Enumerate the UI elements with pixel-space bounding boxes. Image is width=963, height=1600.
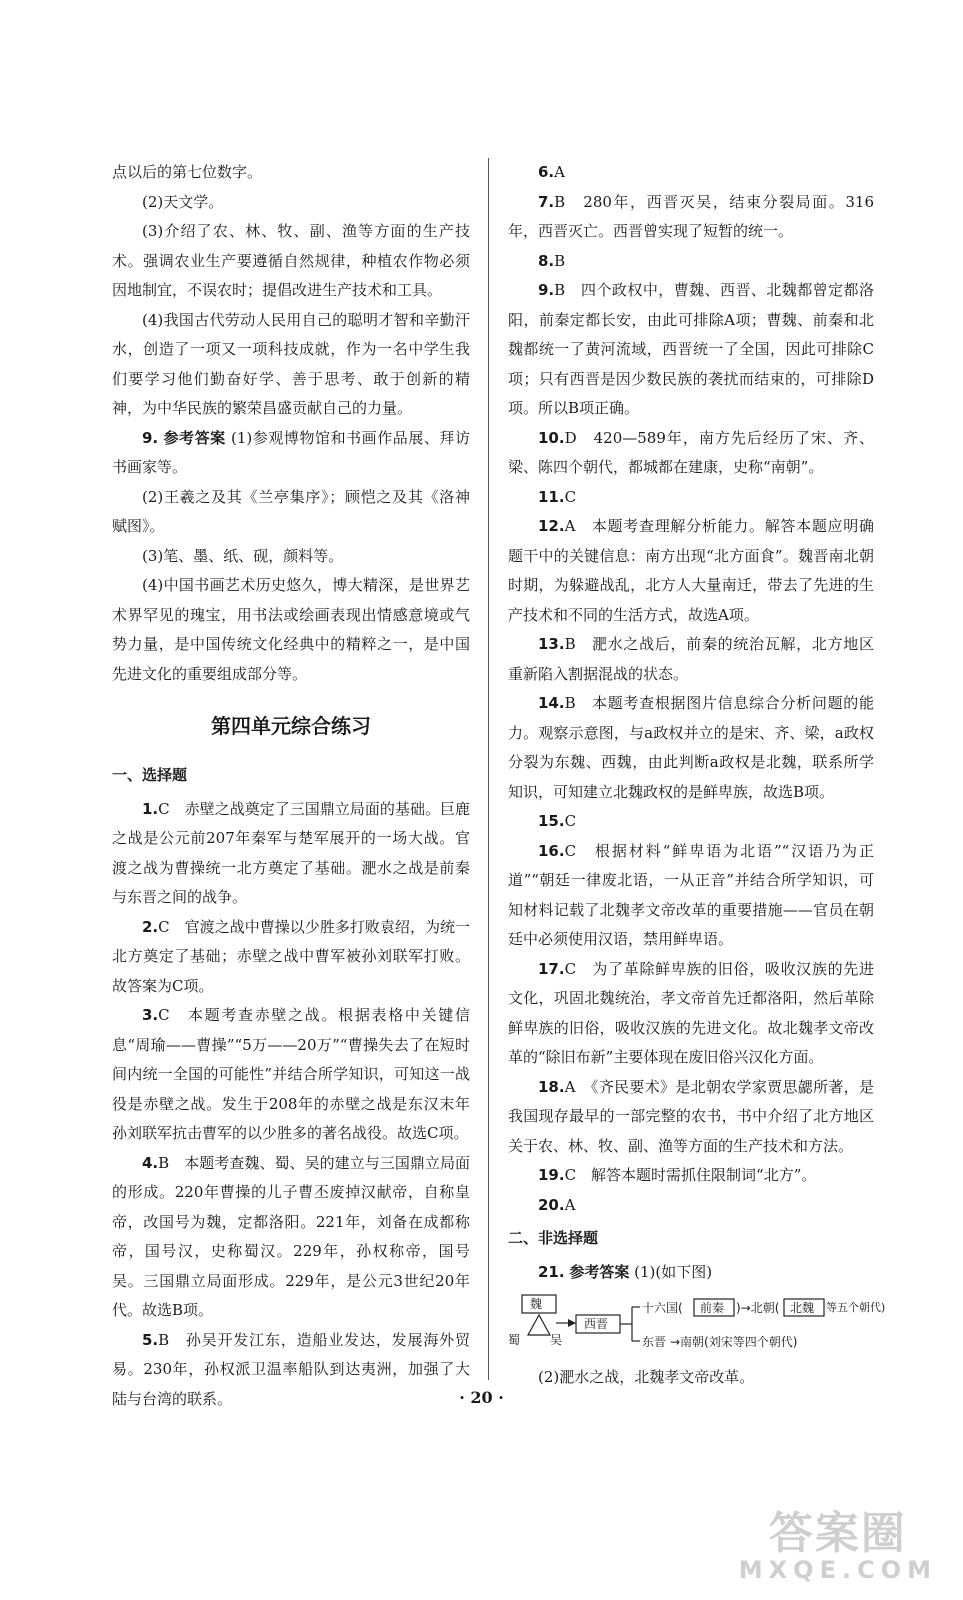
question-number: 9. — [538, 281, 555, 299]
right-column — [508, 158, 886, 1393]
answer-text: C 根据材料“鲜卑语为北语”“汉语乃为正道”“朝廷一律废北语，一从正音”并结合所学知识，可知材料记载了北魏孝文帝改革的重要措施——官员在朝廷中必须使用汉语，禁用鲜卑语。 — [508, 841, 874, 948]
answer-text: A — [564, 1195, 576, 1214]
paragraph: (4)我国古代劳动人民用自己的聪明才智和辛勤汗水，创造了一项又一项科技成就，作为一名中学生我们要学习他们勤奋好学、善于思考、敢于创新的精神，为中华民族的繁荣昌盛贡献自己的力量。 — [112, 310, 470, 417]
question-number: 4. — [142, 1153, 159, 1172]
answer-text: B 280年，西晋灭吴，结束分裂局面。316年，西晋灭亡。西晋曾实现了短暂的统一。 — [508, 192, 874, 240]
answer-16 — [508, 837, 874, 955]
question-number: 11. — [538, 487, 565, 506]
answer-9 — [508, 276, 874, 424]
paragraph: 点以后的第七位数字。 — [112, 163, 263, 181]
question-number: 18. — [538, 1077, 565, 1096]
answer-text: A 本题考查理解分析能力。解答本题应明确题干中的关键信息：南方出现“北方面食”。魏晋南北朝时期，为躲避战乱，北方人大量南迁，带去了先进的生产技术和不同的生活方式，故选A项。 — [508, 517, 874, 624]
north-tail-label: 等五个朝代) — [826, 1301, 886, 1314]
beiwei-label: 北魏 — [790, 1301, 815, 1315]
answer-text: A — [554, 163, 565, 181]
section-heading: 一、选择题 — [112, 766, 188, 784]
answer-3 — [112, 1001, 470, 1149]
answer-text: B 孙吴开发江东，造船业发达，发展海外贸易。230年，孙权派卫温率船队到达夷洲，加强了大陆与台湾的联系。 — [112, 1330, 470, 1408]
xijin-label: 西晋 — [584, 1317, 609, 1331]
page-number: · 20 · — [459, 1388, 504, 1407]
answer-text: C 解答本题时需抓住限制词“北方”。 — [564, 1166, 817, 1184]
unit-title: 第四单元综合练习 — [211, 714, 371, 738]
answer-text: B 淝水之战后，前秦的统治瓦解，北方地区重新陷入割据混战的状态。 — [508, 635, 874, 683]
paragraph: (2)淝水之战，北魏孝文帝改革。 — [538, 1368, 755, 1386]
question-number: 3. — [142, 1006, 159, 1024]
answer-13 — [508, 630, 874, 689]
wei-label: 魏 — [530, 1297, 543, 1311]
north-arrow-label: )→北朝( — [736, 1301, 780, 1315]
answer-text: B 本题考查魏、蜀、吴的建立与三国鼎立局面的形成。220年曹操的儿子曹丕废掉汉献帝，自称皇帝，改国号为魏，定都洛阳。221年，刘备在成都称帝，国号汉，史称蜀汉。229年，孙权称帝，国号吴。三国鼎立局面形成。229年，是公元3世纪20年代。故选B项。 — [112, 1153, 470, 1319]
shu-label: 蜀 — [508, 1333, 521, 1347]
dongjin-label: 东晋 — [642, 1335, 667, 1349]
question-number: 1. — [142, 799, 159, 818]
answer-14 — [508, 689, 874, 807]
watermark-title: 答案圈 — [768, 1508, 907, 1559]
answer-text: C 本题考查赤壁之战。根据表格中关键信息“周瑜——曹操”“5万——20万”“曹操失去了在短时间内统一全国的可能性”并结合所学知识，可知这一战役是赤壁之战。发生于208年的赤壁之战是东汉末年孙刘联军抗击曹军的以少胜多的著名战役。故选C项。 — [112, 1006, 470, 1142]
answer-text: C 官渡之战中曹操以少胜多打败袁绍，为统一北方奠定了基础；赤壁之战中曹军被孙刘联军打败。故答案为C项。 — [112, 917, 470, 995]
answer-4 — [112, 1149, 470, 1326]
answer-7 — [508, 188, 874, 247]
answer-label: 参考答案 — [163, 428, 226, 447]
dynasty-diagram — [508, 1293, 886, 1357]
answer-text: C — [564, 812, 577, 830]
answer-9 — [112, 424, 470, 483]
answer-18 — [508, 1073, 874, 1162]
answer-text: B — [554, 251, 566, 270]
question-number: 5. — [142, 1330, 159, 1349]
answer-8 — [508, 247, 874, 277]
answer-text: C 为了革除鲜卑族的旧俗，吸收汉族的先进文化，巩固北魏统治，孝文帝首先迁都洛阳，然后革除鲜卑族的旧俗，吸收汉族的先进文化。故北魏孝文帝改革的“除旧布新”主要体现在废旧俗兴汉化方面。 — [508, 959, 874, 1066]
answer-text: A 《齐民要术》是北朝农学家贾思勰所著，是我国现存最早的一部完整的农书，书中介绍了北方地区关于农、林、牧、副、渔等方面的生产技术和方法。 — [508, 1077, 874, 1155]
left-column — [112, 158, 470, 1414]
question-number: 15. — [538, 812, 565, 830]
answer-text: C — [564, 487, 577, 506]
question-number: 14. — [538, 694, 565, 712]
answer-1 — [112, 795, 470, 913]
answer-15 — [508, 807, 874, 837]
question-number: 2. — [142, 917, 159, 936]
three-kingdoms-triangle — [528, 1315, 550, 1335]
paragraph: (3)介绍了农、林、牧、副、渔等方面的生产技术。强调农业生产要遵循自然规律，种植农作物必须因地制宜，不误农时；提倡改进生产技术和工具。 — [112, 222, 470, 299]
answer-text: B 本题考查根据图片信息综合分析问题的能力。观察示意图，与a政权并立的是宋、齐、梁，a政权分裂为东魏、西魏，由此判断a政权是北魏，联系所学知识，可知建立北魏政权的是鲜卑族，故选B项。 — [508, 694, 874, 801]
answer-17 — [508, 955, 874, 1073]
section-heading: 二、非选择题 — [508, 1229, 599, 1247]
answer-20 — [508, 1191, 874, 1221]
answer-2 — [112, 913, 470, 1002]
column-divider — [488, 158, 489, 1380]
question-number: 21. — [538, 1262, 565, 1281]
arrow-head — [568, 1319, 576, 1327]
paragraph: (2)王羲之及其《兰亭集序》；顾恺之及其《洛神赋图》。 — [112, 487, 470, 535]
answer-label: 参考答案 — [569, 1262, 630, 1281]
question-number: 19. — [538, 1166, 565, 1184]
qianqin-label: 前秦 — [700, 1301, 725, 1315]
question-number: 12. — [538, 517, 565, 535]
paragraph: (2)天文学。 — [142, 192, 224, 211]
answer-text: (1)参观博物馆和书画作品展、拜访书画家等。 — [112, 428, 470, 476]
sixteen-kingdoms-label: 十六国( — [642, 1301, 683, 1315]
question-number: 16. — [538, 841, 565, 860]
question-number: 7. — [538, 192, 555, 211]
question-number: 20. — [538, 1195, 565, 1214]
watermark-logo — [738, 1508, 937, 1584]
question-number: 8. — [538, 251, 555, 270]
paragraph: (3)笔、墨、纸、砚，颜料等。 — [142, 546, 344, 565]
question-number: 17. — [538, 959, 565, 978]
wu-label: 吴 — [550, 1333, 563, 1347]
answer-text: B 四个政权中，曹魏、西晋、北魏都曾定都洛阳，前秦定都长安，由此可排除A项；曹魏、前秦和北魏都统一了黄河流域，西晋统一了全国，因此可排除C项；只有西晋是因少数民族的袭扰而结束的，可排除D项。所以B项正确。 — [508, 281, 874, 417]
watermark-url: MXQE.COM — [738, 1556, 937, 1584]
nanchao-label: →南朝(刘宋等四个朝代) — [670, 1335, 798, 1349]
answer-text: D 420—589年，南方先后经历了宋、齐、梁、陈四个朝代，都城都在建康，史称“南朝”。 — [508, 428, 874, 476]
question-number: 9. — [142, 428, 159, 447]
answer-19 — [508, 1161, 874, 1191]
answer-10 — [508, 424, 874, 483]
answer-text: (1)(如下图) — [629, 1262, 713, 1281]
question-number: 13. — [538, 635, 565, 653]
question-number: 10. — [538, 428, 565, 447]
answer-12 — [508, 512, 874, 630]
answer-6 — [508, 158, 874, 188]
answer-21 — [508, 1258, 874, 1288]
answer-text: C 赤壁之战奠定了三国鼎立局面的基础。巨鹿之战是公元前207年秦军与楚军展开的一场大战。官渡之战为曹操统一北方奠定了基础。淝水之战是前秦与东晋之间的战争。 — [112, 799, 470, 906]
answer-11 — [508, 483, 874, 513]
paragraph: (4)中国书画艺术历史悠久，博大精深，是世界艺术界罕见的瑰宝，用书法或绘画表现出情感意境或气势力量，是中国传统文化经典中的精粹之一，是中国先进文化的重要组成部分等。 — [112, 576, 470, 683]
question-number: 6. — [538, 163, 555, 181]
